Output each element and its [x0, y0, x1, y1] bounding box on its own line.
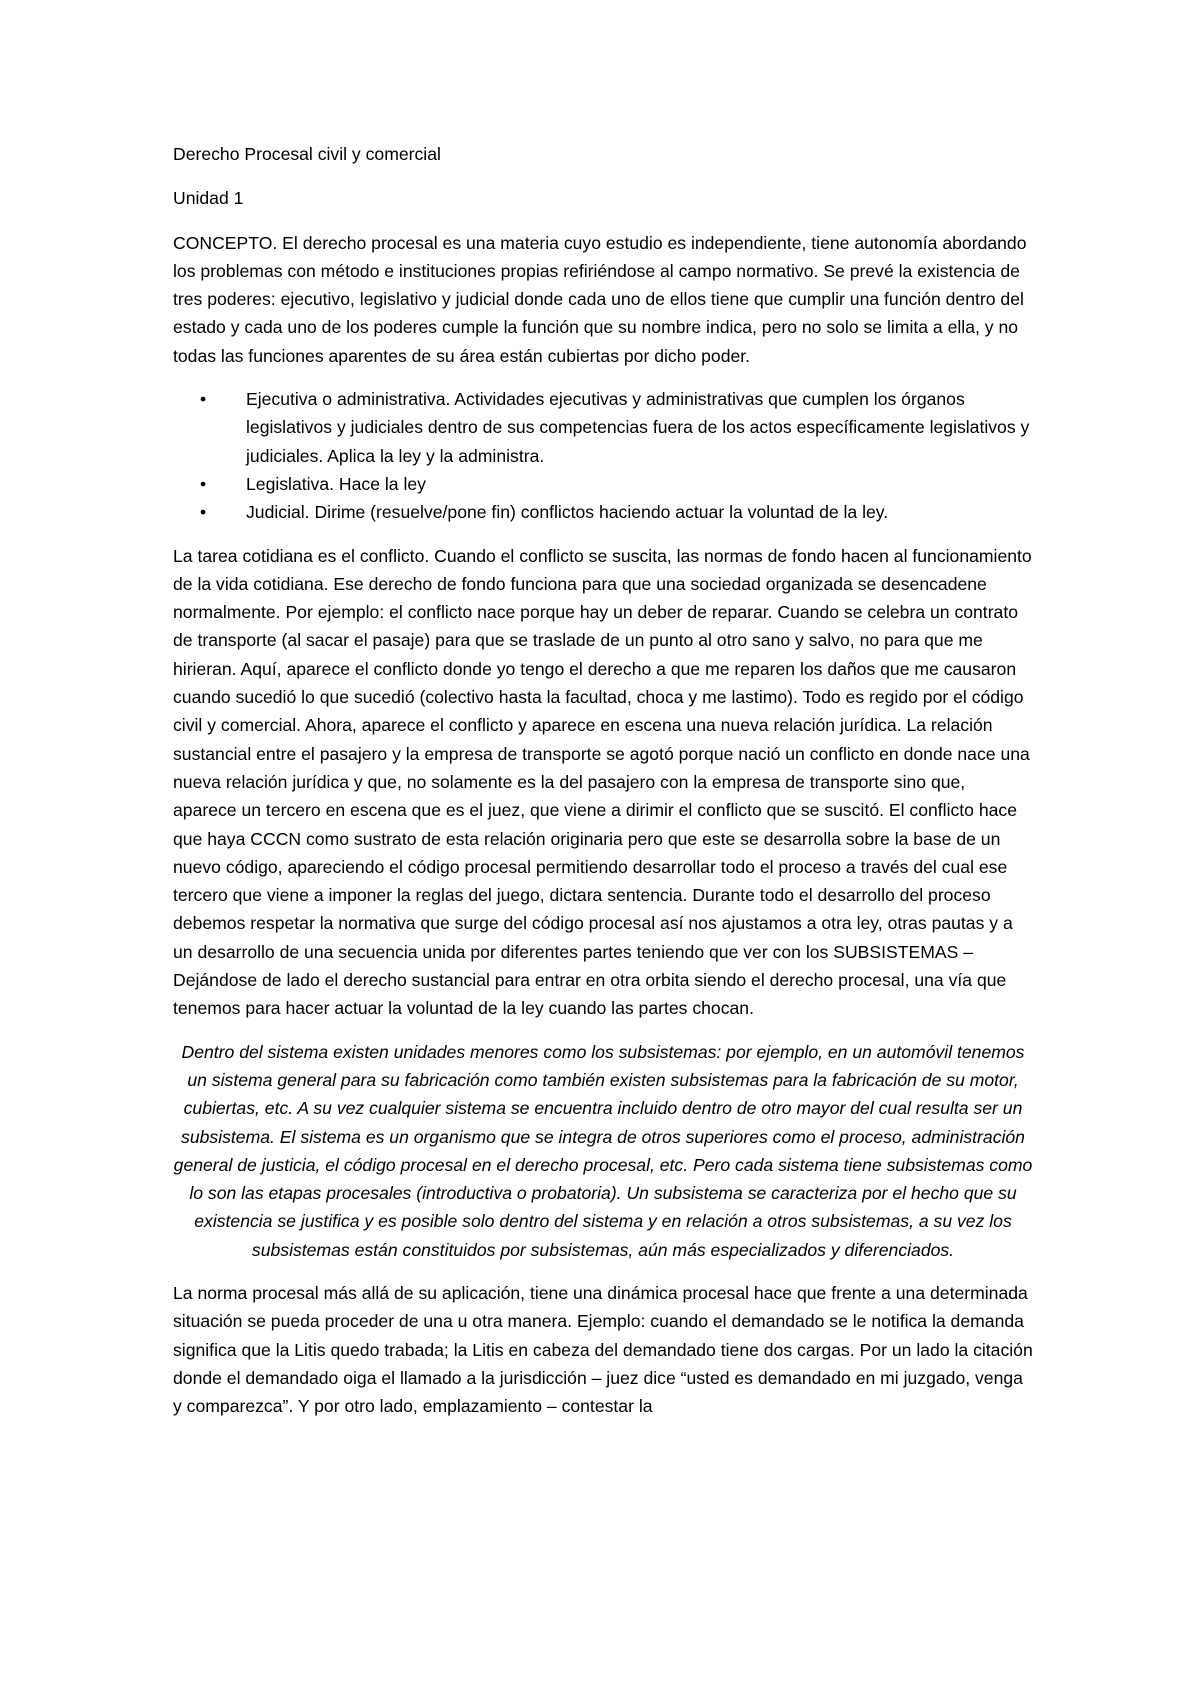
subsystems-quote: Dentro del sistema existen unidades menores como los subsistemas: por ejemplo, en un automóvil tenemos un sistema general para su fabricación como también existen subsistemas para la fabricación de su motor, cubiertas, etc. A su vez cualquier sistema se encuentra incluido dentro de otro mayor del cual resulta ser un subsistema. El sistema es un organismo que se integra de otros superiores como el proceso, administración general de justicia, el código procesal en el derecho procesal, etc. Pero cada sistema tiene subsistemas como lo son las etapas procesales (introductiva o probatoria). Un subsistema se caracteriza por el hecho que su existencia se justifica y es posible solo dentro del sistema y en relación a otros subsistemas, a su vez los subsistemas están constituidos por subsistemas, aún más especializados y diferenciados. [173, 1041, 1033, 1260]
bullet-icon: • [200, 502, 207, 523]
bullet-icon: • [200, 389, 207, 410]
conflict-paragraph: La tarea cotidiana es el conflicto. Cuando el conflicto se suscita, las normas de fondo hacen al funcionamiento de la vida cotidiana. Ese derecho de fondo funciona para que una sociedad organizada se desencadene normalmente. Por ejemplo: el conflicto nace porque hay un deber de reparar. Cuando se celebra un contrato de transporte (al sacar el pasaje) para que se traslade de un punto al otro sano y salvo, no para que me hirieran. Aquí, aparece el conflicto donde yo tengo el derecho a que me reparen los daños que me causaron cuando sucedió lo que sucedió (colectivo hasta la facultad, choca y me lastimo). Todo es regido por el código civil y comercial. Ahora, aparece el conflicto y aparece en escena una nueva relación jurídica. La relación sustancial entre el pasajero y la empresa de transporte se agotó porque nació un conflicto en donde nace una nueva relación jurídica y que, no solamente es la del pasajero con la empresa de transporte sino que, aparece un tercero en escena que es el juez, que viene a dirimir el conflicto que se suscitó. El conflicto hace que haya CCCN como sustrato de esta relación originaria pero que este se desarrolla sobre la base de un nuevo código, apareciendo el código procesal permitiendo desarrollar todo el proceso a través del cual ese tercero que viene a imponer la reglas del juego, dictara sentencia. Durante todo el desarrollo del proceso debemos respetar la normativa que surge del código procesal así nos ajustamos a otra ley, otras pautas y a un desarrollo de una secuencia unida por diferentes partes teniendo que ver con los SUBSISTEMAS – Dejándose de lado el derecho sustancial para entrar en otra orbita siendo el derecho procesal, una vía que tenemos para hacer actuar la voluntad de la ley cuando las partes chocan. [173, 545, 1032, 1019]
document-body [173, 140, 1033, 1435]
document-title: Derecho Procesal civil y comercial [173, 144, 441, 164]
list-item-judicial [173, 498, 1033, 526]
list-item-text: Ejecutiva o administrativa. Actividades ejecutivas y administrativas que cumplen los órganos legislativos y judiciales dentro de sus competencias fuera de los actos específicamente legislativos y judiciales. Aplica la ley y la administra. [246, 389, 1030, 466]
procedural-norm-paragraph: La norma procesal más allá de su aplicación, tiene una dinámica procesal hace que frente a una determinada situación se pueda proceder de una u otra manera. Ejemplo: cuando el demandado se le notifica la demanda significa que la Litis quedo trabada; la Litis en cabeza del demandado tiene dos cargas. Por un lado la citación donde el demandado oiga el llamado a la jurisdicción – juez dice “usted es demandado en mi juzgado, venga y comparezca”. Y por otro lado, emplazamiento – contestar la [173, 1282, 1033, 1417]
unit-heading: Unidad 1 [173, 188, 244, 209]
powers-list [173, 385, 1033, 526]
list-item-ejecutiva [173, 385, 1033, 470]
concept-paragraph: CONCEPTO. El derecho procesal es una materia cuyo estudio es independiente, tiene autonomía abordando los problemas con método e instituciones propias refiriéndose al campo normativo. Se prevé la existencia de tres poderes: ejecutivo, legislativo y judicial donde cada uno de ellos tiene que cumplir una función dentro del estado y cada uno de los poderes cumple la función que su nombre indica, pero no solo se limita a ella, y no todas las funciones aparentes de su área están cubiertas por dicho poder. [173, 232, 1027, 366]
list-item-text: Judicial. Dirime (resuelve/pone fin) conflictos haciendo actuar la voluntad de la ley. [246, 502, 889, 523]
list-item-legislativa [173, 470, 1033, 498]
bullet-icon: • [200, 473, 207, 494]
list-item-text: Legislativa. Hace la ley [246, 473, 426, 494]
